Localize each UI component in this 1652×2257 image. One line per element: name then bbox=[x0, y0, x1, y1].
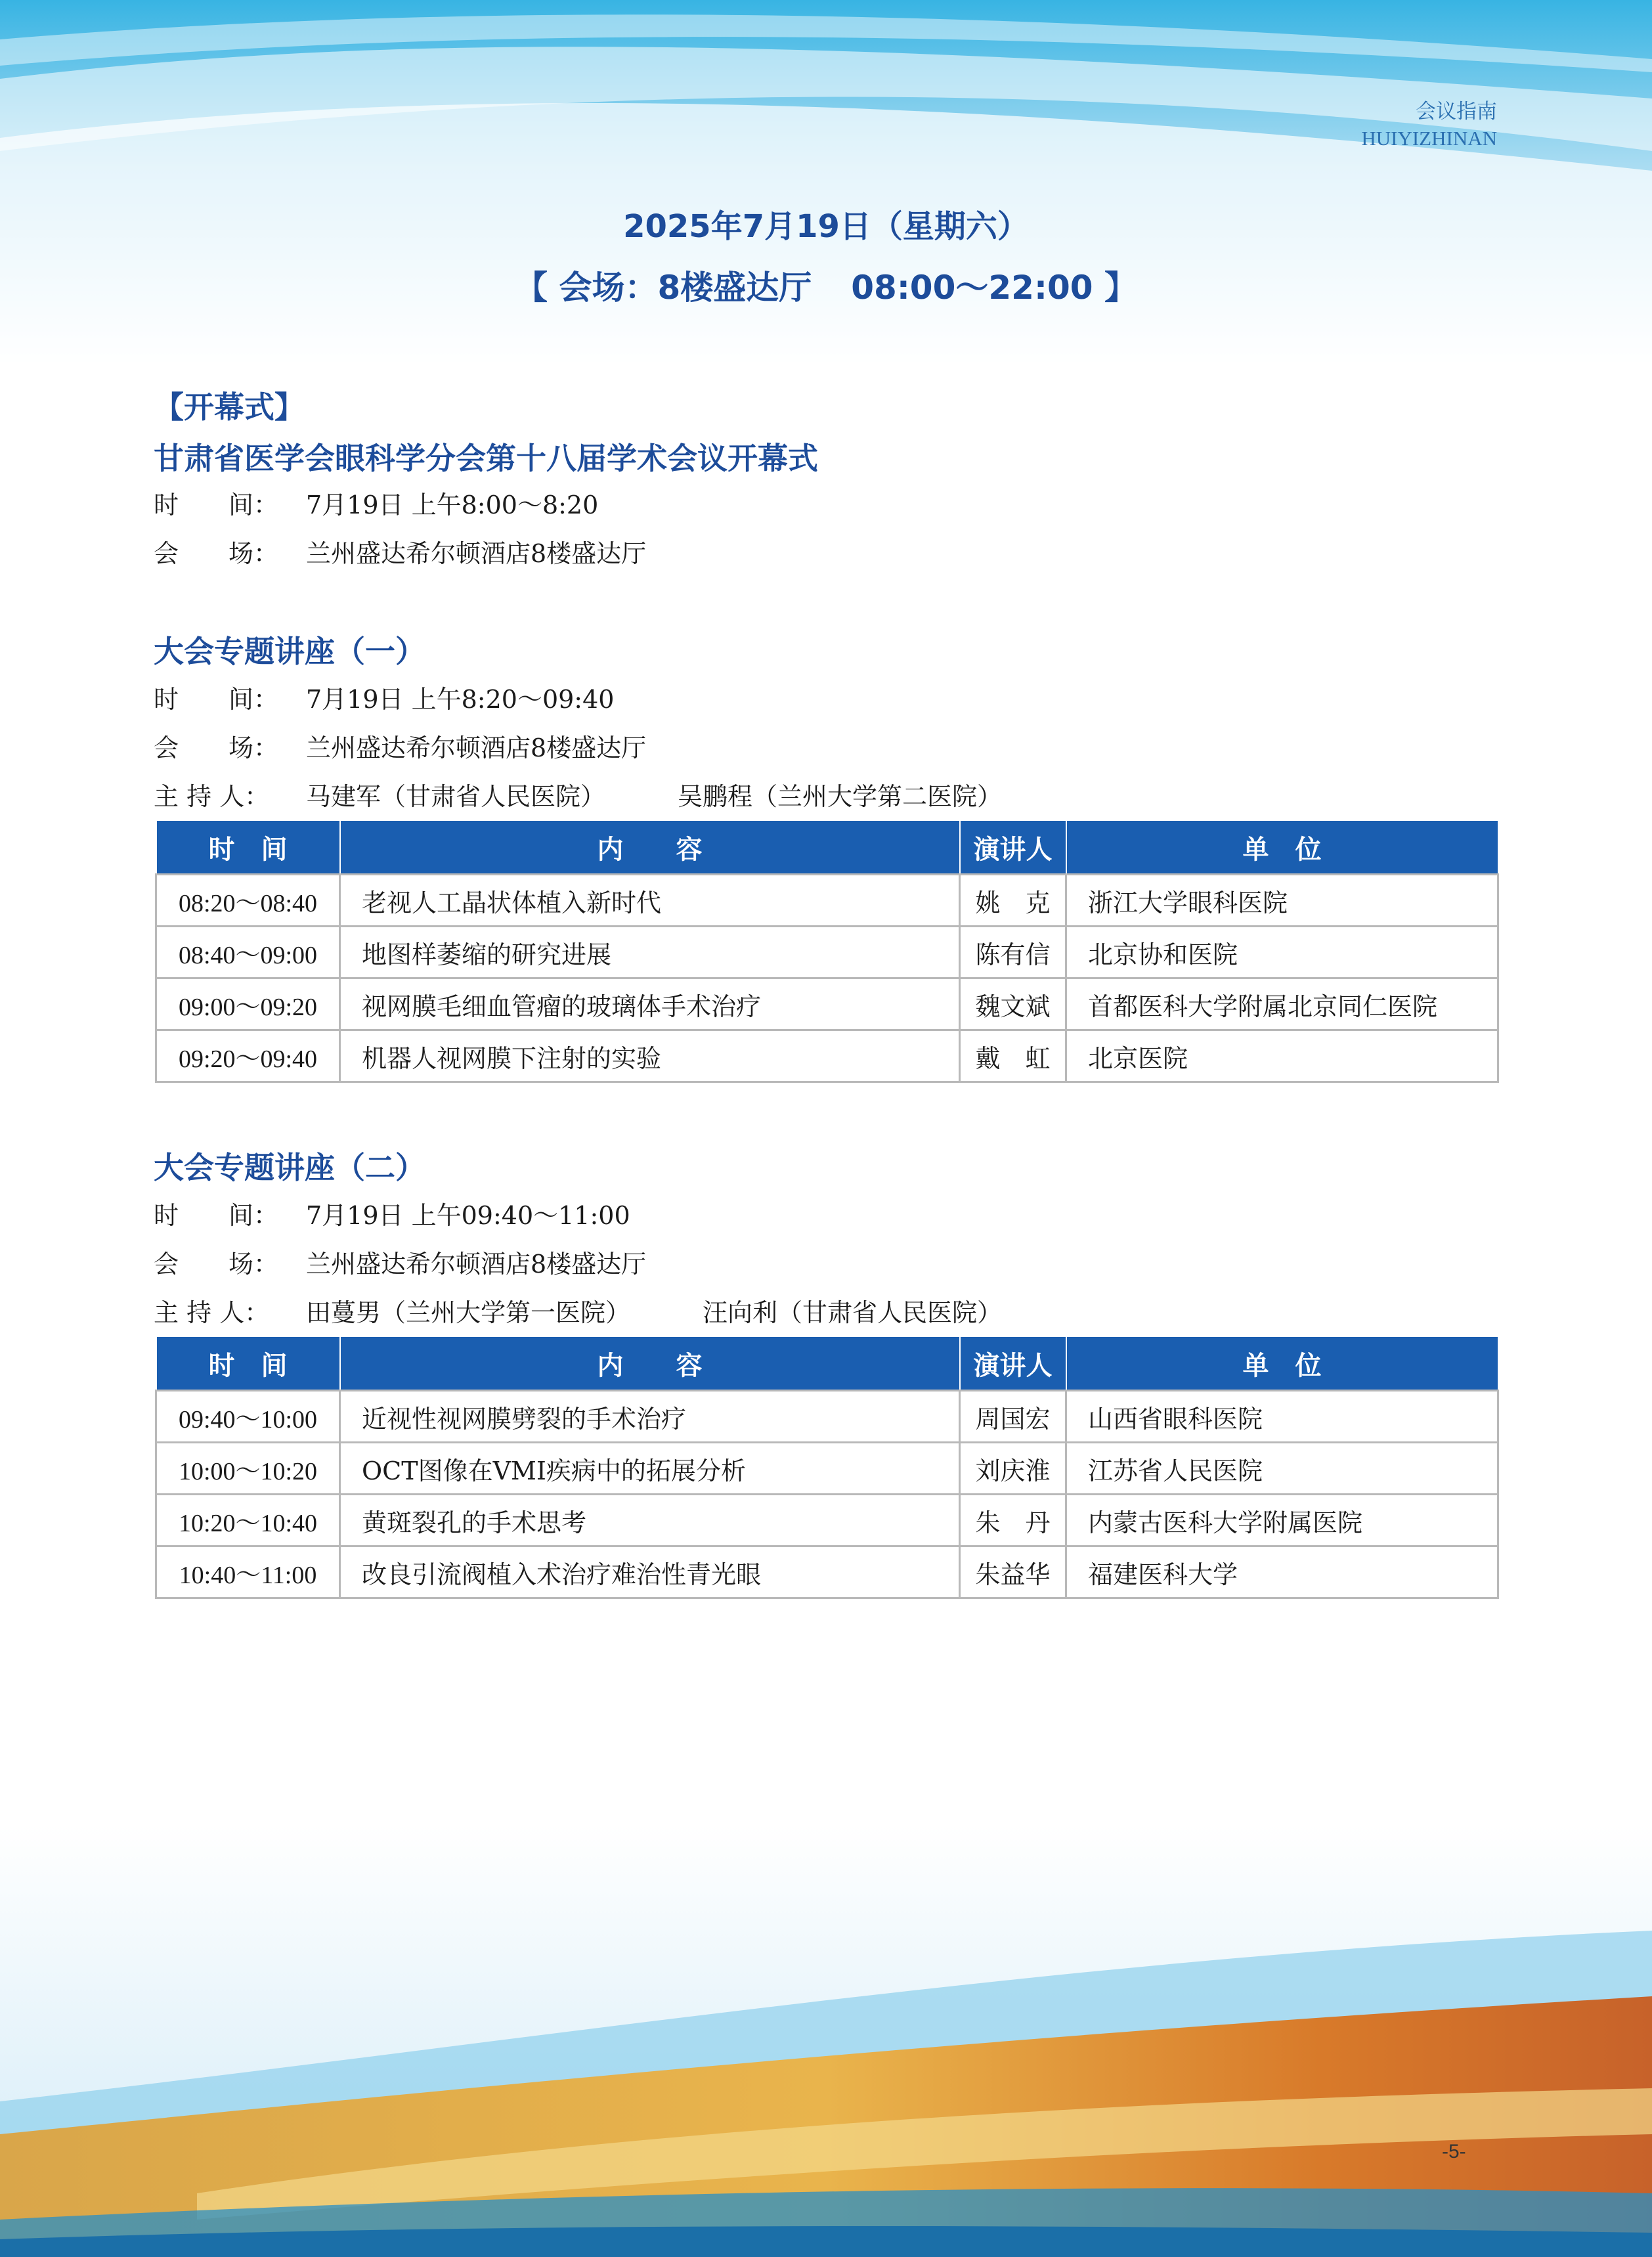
cell-unit: 浙江大学眼科医院 bbox=[1066, 875, 1498, 927]
cell-speaker: 朱益华 bbox=[960, 1546, 1066, 1598]
lecture1-time-value: 7月19日 上午8:20～09:40 bbox=[306, 685, 615, 714]
lecture1-title: 大会专题讲座（一） bbox=[154, 634, 425, 669]
cell-time: 08:20～08:40 bbox=[156, 875, 340, 927]
venue-title-time: 08:00～22:00 】 bbox=[851, 269, 1137, 307]
table-row bbox=[156, 1495, 1498, 1546]
cell-content: OCT图像在VMI疾病中的拓展分析 bbox=[340, 1443, 960, 1495]
opening-venue bbox=[154, 533, 646, 569]
cell-speaker: 魏文斌 bbox=[960, 978, 1066, 1030]
table-row bbox=[156, 1391, 1498, 1443]
cell-content: 机器人视网膜下注射的实验 bbox=[340, 1030, 960, 1082]
header-time: 时 间 bbox=[156, 820, 340, 875]
table-row bbox=[156, 875, 1498, 927]
opening-title: 甘肃省医学会眼科学分会第十八届学术会议开幕式 bbox=[154, 441, 818, 476]
lecture2-venue bbox=[154, 1244, 646, 1280]
lecture1-time-label: 时 间： bbox=[154, 685, 279, 714]
cell-content: 地图样萎缩的研究进展 bbox=[340, 927, 960, 978]
cell-unit: 北京协和医院 bbox=[1066, 927, 1498, 978]
cell-time: 09:40～10:00 bbox=[156, 1391, 340, 1443]
cell-unit: 福建医科大学 bbox=[1066, 1546, 1498, 1598]
header-content: 内 容 bbox=[340, 1336, 960, 1391]
lecture2-time-label: 时 间： bbox=[154, 1201, 279, 1230]
running-header bbox=[1361, 97, 1497, 151]
cell-unit: 北京医院 bbox=[1066, 1030, 1498, 1082]
cell-unit: 江苏省人民医院 bbox=[1066, 1443, 1498, 1495]
cell-speaker: 周国宏 bbox=[960, 1391, 1066, 1443]
lecture2-title: 大会专题讲座（二） bbox=[154, 1150, 425, 1185]
cell-speaker: 刘庆淮 bbox=[960, 1443, 1066, 1495]
lecture1-time bbox=[154, 679, 614, 715]
table-header-row bbox=[156, 820, 1498, 875]
cell-time: 08:40～09:00 bbox=[156, 927, 340, 978]
header-unit: 单 位 bbox=[1066, 1336, 1498, 1391]
date-title: 2025年7月19日（星期六） bbox=[623, 208, 1029, 245]
cell-unit: 山西省眼科医院 bbox=[1066, 1391, 1498, 1443]
lecture2-time-value: 7月19日 上午09:40～11:00 bbox=[306, 1201, 630, 1230]
page-number: -5- bbox=[1442, 2141, 1466, 2162]
cell-content: 改良引流阀植入术治疗难治性青光眼 bbox=[340, 1546, 960, 1598]
header-speaker: 演讲人 bbox=[960, 820, 1066, 875]
venue-title bbox=[0, 261, 1652, 309]
cell-content: 视网膜毛细血管瘤的玻璃体手术治疗 bbox=[340, 978, 960, 1030]
header-content: 内 容 bbox=[340, 820, 960, 875]
lecture2-table bbox=[155, 1336, 1499, 1599]
venue-title-left: 【 会场：8楼盛达厅 bbox=[515, 269, 812, 307]
lecture1-hosts bbox=[154, 776, 1002, 812]
lecture2-time bbox=[154, 1195, 630, 1231]
lecture1-host1: 马建军（甘肃省人民医院） bbox=[306, 782, 606, 811]
lecture1-venue-label: 会 场： bbox=[154, 734, 279, 762]
cell-time: 10:40～11:00 bbox=[156, 1546, 340, 1598]
table-row bbox=[156, 1030, 1498, 1082]
footer-landscape-background bbox=[0, 1826, 1652, 2257]
cell-content: 黄斑裂孔的手术思考 bbox=[340, 1495, 960, 1546]
header-speaker: 演讲人 bbox=[960, 1336, 1066, 1391]
lecture1-venue-value: 兰州盛达希尔顿酒店8楼盛达厅 bbox=[306, 734, 647, 762]
lecture2-hosts bbox=[154, 1292, 1002, 1328]
table-row bbox=[156, 927, 1498, 978]
cell-content: 近视性视网膜劈裂的手术治疗 bbox=[340, 1391, 960, 1443]
cell-time: 09:00～09:20 bbox=[156, 978, 340, 1030]
lecture1-table bbox=[155, 820, 1499, 1083]
table-row bbox=[156, 978, 1498, 1030]
opening-time-label: 时 间： bbox=[154, 491, 279, 519]
opening-tag: 【开幕式】 bbox=[154, 389, 305, 425]
table-header-row bbox=[156, 1336, 1498, 1391]
lecture2-host2: 汪向利（甘肃省人民医院） bbox=[703, 1298, 1003, 1327]
opening-venue-value: 兰州盛达希尔顿酒店8楼盛达厅 bbox=[306, 539, 647, 568]
cell-speaker: 戴 虹 bbox=[960, 1030, 1066, 1082]
lecture1-host2: 吴鹏程（兰州大学第二医院） bbox=[678, 782, 1003, 811]
cell-time: 10:00～10:20 bbox=[156, 1443, 340, 1495]
lecture2-host-label: 主 持 人： bbox=[154, 1298, 270, 1327]
cell-speaker: 陈有信 bbox=[960, 927, 1066, 978]
header-en: HUIYIZHINAN bbox=[1361, 127, 1497, 150]
opening-time-value: 7月19日 上午8:00～8:20 bbox=[306, 491, 599, 519]
cell-time: 10:20～10:40 bbox=[156, 1495, 340, 1546]
cell-unit: 首都医科大学附属北京同仁医院 bbox=[1066, 978, 1498, 1030]
lecture1-venue bbox=[154, 728, 646, 764]
header-wave-background bbox=[0, 0, 1652, 368]
header-cn: 会议指南 bbox=[1416, 100, 1497, 123]
header-unit: 单 位 bbox=[1066, 820, 1498, 875]
cell-speaker: 朱 丹 bbox=[960, 1495, 1066, 1546]
cell-time: 09:20～09:40 bbox=[156, 1030, 340, 1082]
lecture2-host1: 田蔓男（兰州大学第一医院） bbox=[306, 1298, 631, 1327]
table-row bbox=[156, 1443, 1498, 1495]
cell-speaker: 姚 克 bbox=[960, 875, 1066, 927]
cell-unit: 内蒙古医科大学附属医院 bbox=[1066, 1495, 1498, 1546]
table-row bbox=[156, 1546, 1498, 1598]
header-time: 时 间 bbox=[156, 1336, 340, 1391]
opening-time bbox=[154, 485, 598, 521]
opening-venue-label: 会 场： bbox=[154, 539, 279, 568]
cell-content: 老视人工晶状体植入新时代 bbox=[340, 875, 960, 927]
lecture2-venue-value: 兰州盛达希尔顿酒店8楼盛达厅 bbox=[306, 1250, 647, 1279]
lecture1-host-label: 主 持 人： bbox=[154, 782, 270, 811]
lecture2-venue-label: 会 场： bbox=[154, 1250, 279, 1279]
